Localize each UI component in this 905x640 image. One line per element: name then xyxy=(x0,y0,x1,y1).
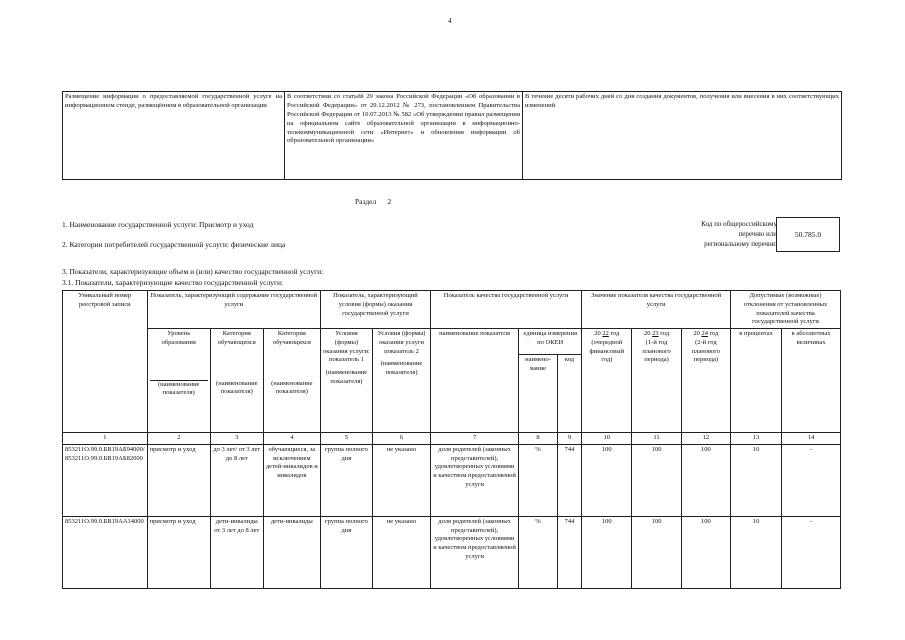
header-values: Значение показателя качества государственной услуги xyxy=(582,291,731,329)
table-row xyxy=(63,516,841,588)
column-number-8: 8 xyxy=(519,433,558,445)
header-year-2-line: 20 23 год xyxy=(644,330,670,338)
header-absolute: в абсолютных величинах xyxy=(782,329,841,433)
quality-table xyxy=(62,290,841,589)
cell-cond2: не указано xyxy=(372,516,430,588)
header-cond1-text: Условия (формы) оказания услуги: показатель 1 xyxy=(323,330,370,364)
column-number-3: 3 xyxy=(210,433,263,445)
column-number-4: 4 xyxy=(263,433,320,445)
page-number: 4 xyxy=(448,17,452,25)
info-cell-method: Размещение информации о предоставляемой государственной услуге на информационном стенде, размещённом в образовательной организации xyxy=(63,92,285,180)
cell-v1: 100 xyxy=(582,444,632,516)
column-number-12: 12 xyxy=(681,433,730,445)
header-category2-text: Категория обучающихся xyxy=(272,330,311,346)
code-label-3: региональному перечню xyxy=(704,240,777,248)
code-label-1: Код по общероссийскому xyxy=(701,220,777,228)
cell-registry: 853211О.99.0.БВ19АА14000 xyxy=(63,516,148,588)
cell-category: до 3 лет/ от 3 лет до 8 лет xyxy=(210,444,263,516)
cell-category2: обучающиеся, за исключением детей-инвалидов и инвалидов xyxy=(263,444,320,516)
cell-registry: 853211О.99.0.БВ19АБ94000/ 853211О.99.0.БВ19АБ82000 xyxy=(63,444,148,516)
section-label: Раздел xyxy=(355,197,377,206)
header-level-text: Уровень образования xyxy=(161,330,196,346)
header-quality: Показатель качества государственной услуги xyxy=(431,291,582,329)
column-number-9: 9 xyxy=(557,433,581,445)
header-year-1-line: 20 22 год xyxy=(594,330,620,338)
code-value: 50.785.0 xyxy=(794,230,822,239)
cell-category: дети-инвалиды от 3 лет до 8 лет xyxy=(210,516,263,588)
header-year-1-sub: (очередной финансовый год) xyxy=(589,338,625,364)
consumers-line: 2. Категории потребителей государственной услуги: физические лица xyxy=(62,240,286,249)
cell-v1: 100 xyxy=(582,516,632,588)
header-year-2 xyxy=(632,329,681,433)
cell-v3: 100 xyxy=(681,516,730,588)
column-number-13: 13 xyxy=(731,433,782,445)
column-number-6: 6 xyxy=(372,433,430,445)
cell-abs: - xyxy=(782,444,841,516)
table-row xyxy=(63,444,841,516)
header-year-3-sub: (2-й год планового периода) xyxy=(691,338,721,364)
column-number-14: 14 xyxy=(782,433,841,445)
code-value-box xyxy=(776,217,840,252)
header-category2-sub: (наименование показателя) xyxy=(271,379,313,396)
header-level xyxy=(147,329,210,433)
header-category-text: Категория обучающихся xyxy=(217,330,256,346)
header-year-1 xyxy=(582,329,632,433)
indicators-line: 3. Показатели, характеризующие объем и (или) качество государственной услуги: xyxy=(62,267,324,276)
header-registry: Уникальный номер реестровой записи xyxy=(63,291,148,433)
cell-pct: 10 xyxy=(731,516,782,588)
header-cond1-sub: (наименование показателя) xyxy=(325,369,368,385)
section-number: 2 xyxy=(387,197,392,206)
header-year-3-line: 20 24 год xyxy=(693,330,719,338)
cell-category2: дети-инвалиды xyxy=(263,516,320,588)
info-table xyxy=(62,91,842,180)
cell-abs: - xyxy=(782,516,841,588)
code-label-2: перечню или xyxy=(738,230,777,238)
cell-v2: 100 xyxy=(632,516,681,588)
column-number-11: 11 xyxy=(632,433,681,445)
cell-indicator: доля родителей (законных представителей), удовлетворенных условиями и качеством предоставляемой услуги xyxy=(431,444,519,516)
header-cond2 xyxy=(372,329,430,433)
cell-v3: 100 xyxy=(681,444,730,516)
cell-level: присмотр и уход xyxy=(147,516,210,588)
cell-code: 744 xyxy=(557,516,581,588)
header-q-name: наименование показателя xyxy=(431,329,519,433)
header-category xyxy=(210,329,263,433)
info-cell-content: В соответствии со статьёй 29 закона Российской Федерации «Об образовании в Российской Федерации» от 29.12.2012 № 273, постановлением Правительства Российской Федерации от 10.07.2013 № 582 «Об утверждении правил размещения на официальном сайте образовательной организации в информационно-телекоммуникационной сети «Интернет» и обновления информации об образовательной организации» xyxy=(285,92,523,180)
header-category2 xyxy=(263,329,320,433)
header-year-3 xyxy=(681,329,730,433)
column-number-7: 7 xyxy=(431,433,519,445)
cell-cond1: группа полного дня xyxy=(320,444,372,516)
cell-unit: % xyxy=(519,444,558,516)
header-conditions: Показатель, характеризующий условия (формы) оказания государственной услуги xyxy=(320,291,430,329)
header-percent: в процентах xyxy=(731,329,782,433)
cell-pct: 10 xyxy=(731,444,782,516)
header-unit: единица измерения по ОКЕИ xyxy=(519,329,582,355)
column-number-10: 10 xyxy=(582,433,632,445)
column-numbers-row xyxy=(63,433,841,445)
cell-level: присмотр и уход xyxy=(147,444,210,516)
cell-cond2: не указано xyxy=(372,444,430,516)
quality-line: 3.1. Показатели, характеризующие качество государственной услуги: xyxy=(62,278,284,287)
header-level-sub: (наименование показателя) xyxy=(150,380,208,399)
section-heading xyxy=(355,197,391,206)
cell-code: 744 xyxy=(557,444,581,516)
header-unit-code: код xyxy=(557,355,581,433)
column-number-2: 2 xyxy=(147,433,210,445)
header-unit-name: наимено-вание xyxy=(519,355,558,433)
header-category-sub: (наименование показателя) xyxy=(216,379,258,396)
cell-unit: % xyxy=(519,516,558,588)
column-number-1: 1 xyxy=(63,433,148,445)
info-cell-frequency: В течение десяти рабочих дней со дня создания документов, получения или внесения в них соответствующих изменений xyxy=(523,92,842,180)
header-content: Показатель, характеризующий содержание государственной услуги xyxy=(147,291,320,329)
header-cond2-sub: (наименование показателя) xyxy=(380,360,423,377)
cell-cond1: группа полного дня xyxy=(320,516,372,588)
header-cond2-text: Условия (формы) оказания услуги показатель 2 xyxy=(377,330,426,355)
header-deviation: Допустимые (возможные) отклонения от установленных показателей качества государственной услуги xyxy=(731,291,841,329)
column-number-5: 5 xyxy=(320,433,372,445)
header-year-2-sub: (1-й год планового периода) xyxy=(642,338,671,364)
service-name-line: 1. Наименование государственной услуги: Присмотр и уход xyxy=(62,220,254,229)
cell-indicator: доля родителей (законных представителей), удовлетворенных условиями и качеством предоставляемой услуги xyxy=(431,516,519,588)
header-cond1 xyxy=(320,329,372,433)
cell-v2: 100 xyxy=(632,444,681,516)
